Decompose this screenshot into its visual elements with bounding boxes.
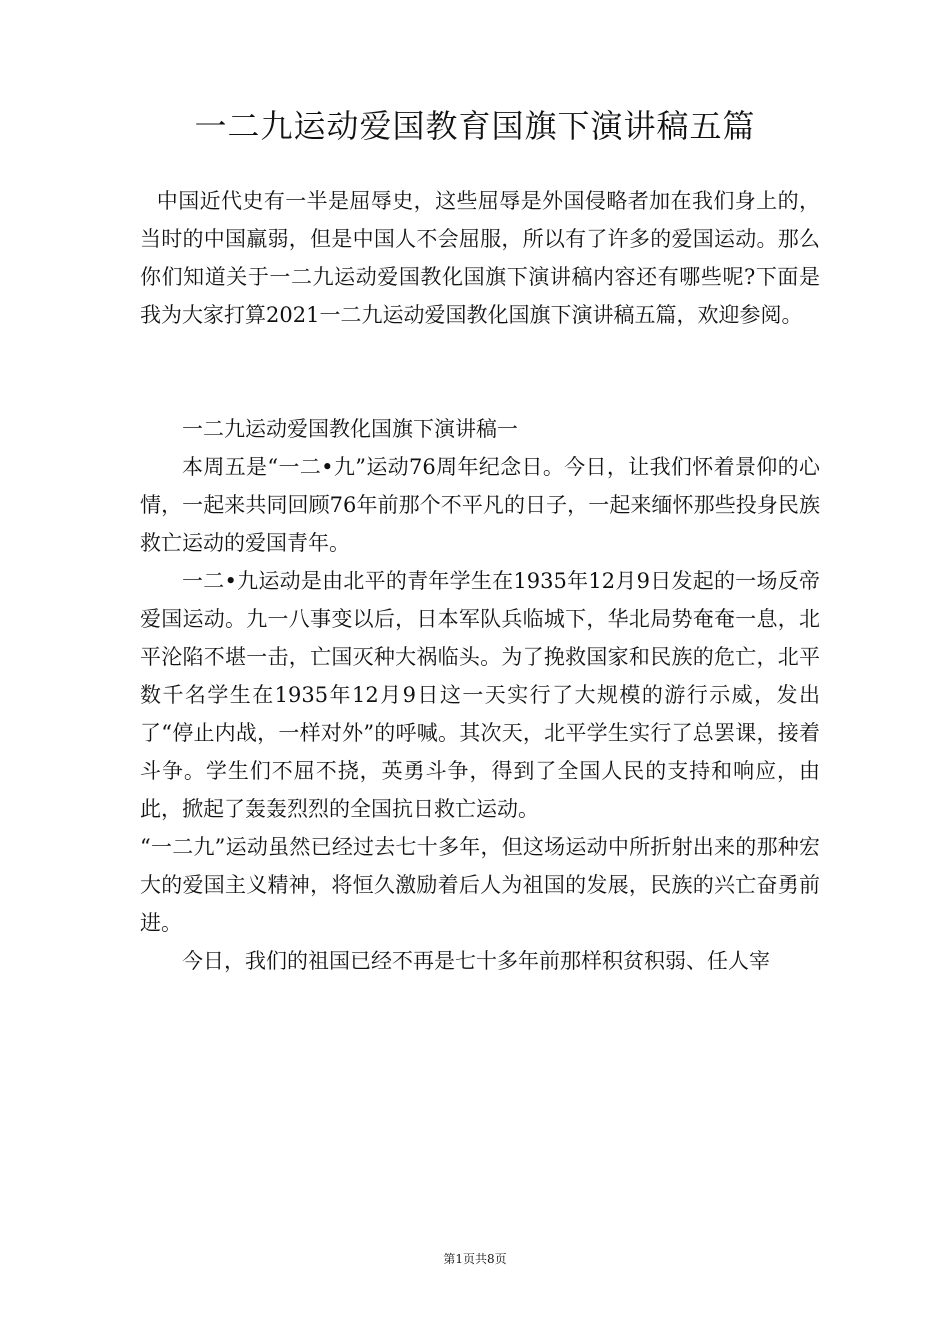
body-paragraph-1: 本周五是“一二•九”运动76周年纪念日。今日，让我们怀着景仰的心情，一起来共同回顾76年前那个不平凡的日子，一起来缅怀那些投身民族救亡运动的爱国青年。 xyxy=(140,455,820,555)
section-heading: 一二九运动爱国教化国旗下演讲稿一 xyxy=(182,417,518,441)
body-paragraph-4: 今日，我们的祖国已经不再是七十多年前那样积贫积弱、任人宰 xyxy=(182,949,770,973)
document-body xyxy=(140,182,820,980)
intro-paragraph: 中国近代史有一半是屈辱史，这些屈辱是外国侵略者加在我们身上的，当时的中国羸弱，但是中国人不会屈服，所以有了许多的爱国运动。那么你们知道关于一二九运动爱国教化国旗下演讲稿内容还有哪些呢?下面是我为大家打算2021一二九运动爱国教化国旗下演讲稿五篇，欢迎参阅。 xyxy=(140,189,820,327)
body-paragraph-3: “一二九”运动虽然已经过去七十多年，但这场运动中所折射出来的那种宏大的爱国主义精神，将恒久激励着后人为祖国的发展，民族的兴亡奋勇前进。 xyxy=(140,835,820,935)
body-paragraph-2: 一二•九运动是由北平的青年学生在1935年12月9日发起的一场反帝爱国运动。九一八事变以后，日本军队兵临城下，华北局势奄奄一息，北平沦陷不堪一击，亡国灭种大祸临头。为了挽救国家和民族的危亡，北平数千名学生在1935年12月9日这一天实行了大规模的游行示威，发出了“停止内战，一样对外”的呼喊。其次天，北平学生实行了总罢课，接着斗争。学生们不屈不挠，英勇斗争，得到了全国人民的支持和响应，由此，掀起了轰轰烈烈的全国抗日救亡运动。 xyxy=(140,569,820,821)
document-title: 一二九运动爱国教育国旗下演讲稿五篇 xyxy=(194,107,756,145)
page-footer: 第1页共8页 xyxy=(443,1252,507,1266)
